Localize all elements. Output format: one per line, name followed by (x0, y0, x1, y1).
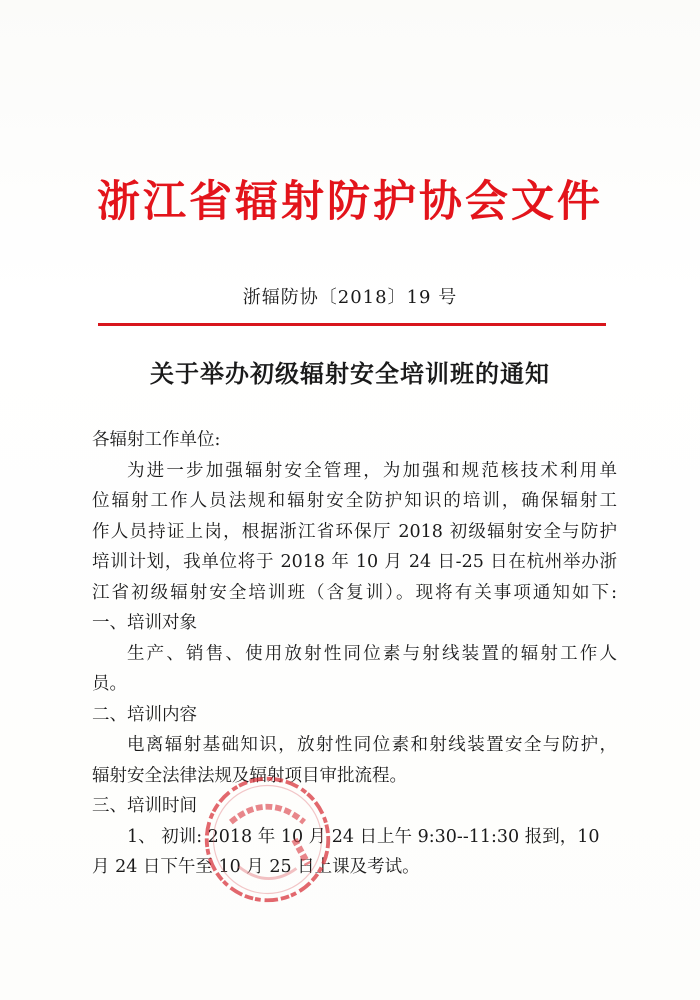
intro-line: 为进一步加强辐射安全管理，为加强和规范核技术利用单 (127, 460, 617, 481)
section-line: 生产、销售、使用放射性同位素与射线装置的辐射工作人 (127, 643, 617, 664)
notice-body (92, 425, 617, 883)
section-heading-content: 二、培训内容 (92, 704, 197, 725)
section-line: 辐射安全法律法规及辐射项目审批流程。 (92, 765, 407, 786)
section-line: 员。 (92, 674, 127, 694)
notice-title: 关于举办初级辐射安全培训班的通知 (150, 359, 550, 388)
section-heading-schedule: 三、培训时间 (92, 796, 197, 816)
intro-line: 江省初级辐射安全培训班（含复训）。现将有关事项通知如下: (92, 582, 617, 603)
section-line: 电离辐射基础知识，放射性同位素和射线装置安全与防护， (127, 735, 617, 755)
document-number: 浙辐防协〔2018〕19 号 (242, 287, 458, 308)
section-line: 月 24 日下午至 10 月 25 日上课及考试。 (92, 857, 420, 877)
salutation: 各辐射工作单位: (92, 430, 221, 450)
intro-line: 培训计划，我单位将于 2018 年 10 月 24 日-25 日在杭州举办浙 (92, 552, 617, 572)
intro-line: 作人员持证上岗，根据浙江省环保厅 2018 初级辐射安全与防护 (92, 521, 617, 542)
red-divider-line (98, 323, 606, 326)
intro-line: 位辐射工作人员法规和辐射安全防护知识的培训，确保辐射工 (92, 491, 617, 511)
section-heading-participants: 一、培训对象 (92, 613, 197, 633)
section-line: 1、 初训: 2018 年 10 月 24 日上午 9:30--11:30 报到，10 (127, 826, 600, 847)
document-header-title: 浙江省辐射防护协会文件 (97, 177, 603, 227)
